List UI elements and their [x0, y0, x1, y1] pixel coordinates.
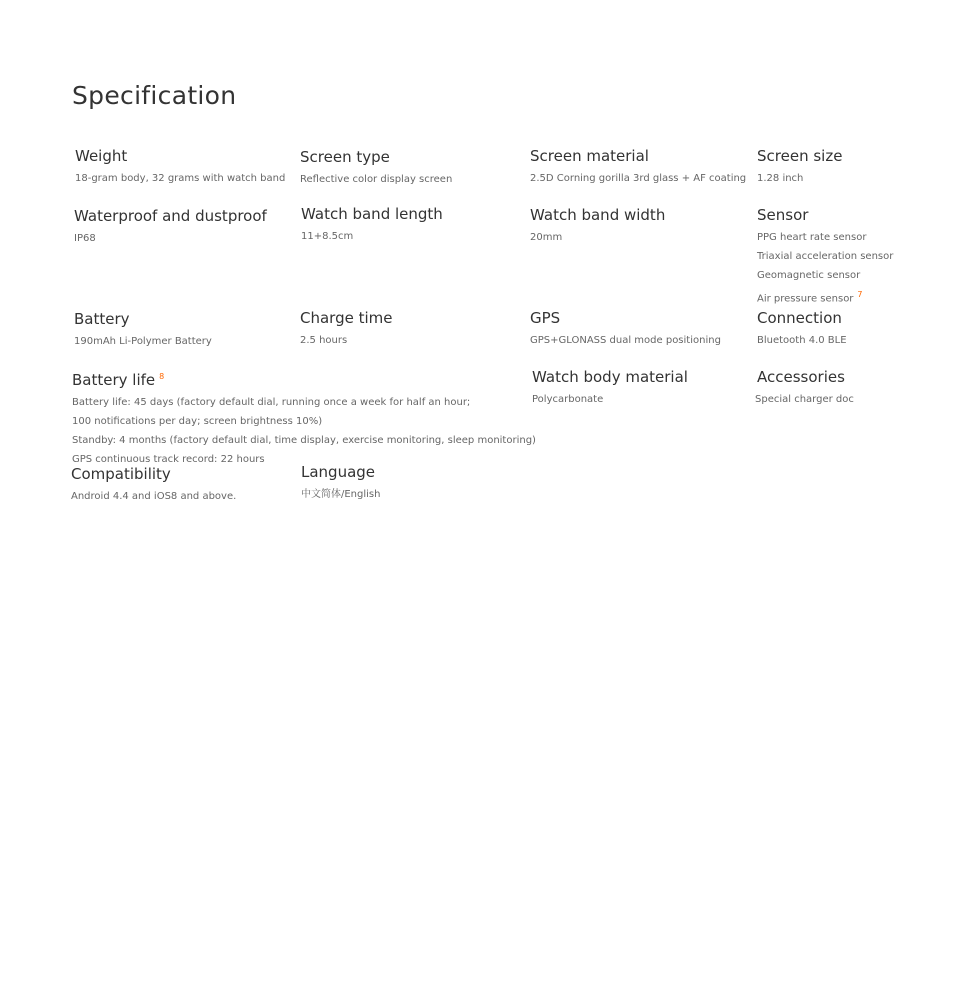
- spec-value: 11+8.5cm: [301, 231, 354, 242]
- spec-label: GPS: [530, 309, 561, 327]
- spec-value: Polycarbonate: [532, 394, 604, 405]
- spec-value: 中文简体/English: [301, 489, 381, 500]
- spec-screen-type: [300, 147, 452, 189]
- spec-compatibility: [71, 464, 236, 506]
- spec-label: Screen material: [530, 147, 649, 165]
- spec-value: GPS continuous track record: 22 hours: [72, 454, 265, 465]
- spec-label-with-footnote: [72, 367, 536, 390]
- spec-label: Language: [301, 463, 376, 481]
- spec-screen-size: [757, 146, 842, 188]
- spec-value: 20mm: [530, 232, 563, 243]
- spec-gps: [530, 308, 721, 350]
- spec-label: Waterproof and dustproof: [74, 207, 267, 225]
- spec-label: Battery life: [72, 371, 156, 389]
- spec-label: Watch band width: [530, 206, 666, 224]
- spec-label: Weight: [75, 147, 128, 165]
- spec-sensor: [757, 205, 893, 308]
- spec-label: Accessories: [757, 368, 845, 386]
- spec-language: [301, 462, 380, 504]
- spec-value: 1.28 inch: [757, 173, 804, 184]
- spec-value: Triaxial acceleration sensor: [757, 251, 894, 262]
- spec-body-material: [532, 367, 688, 409]
- spec-value: Air pressure sensor: [757, 293, 854, 305]
- spec-label: Sensor: [757, 206, 809, 224]
- spec-weight: [75, 146, 285, 188]
- spec-battery: [74, 309, 212, 351]
- spec-band-length: [301, 204, 443, 246]
- spec-label: Connection: [757, 309, 842, 327]
- page-title: Specification: [72, 81, 237, 110]
- footnote-marker[interactable]: 8: [159, 372, 165, 381]
- spec-label: Compatibility: [71, 465, 171, 483]
- spec-value: Android 4.4 and iOS8 and above.: [71, 491, 237, 502]
- spec-value: Battery life: 45 days (factory default dial, running once a week for half an hour;: [72, 397, 471, 408]
- spec-label: Screen type: [300, 148, 390, 166]
- spec-value: Bluetooth 4.0 BLE: [757, 335, 847, 346]
- spec-label: Screen size: [757, 147, 843, 165]
- spec-value: 2.5 hours: [300, 335, 348, 346]
- spec-label: Watch body material: [532, 368, 688, 386]
- spec-label: Battery: [74, 310, 130, 328]
- footnote-marker[interactable]: 7: [857, 290, 863, 299]
- spec-connection: [757, 308, 847, 350]
- spec-label: Charge time: [300, 309, 393, 327]
- spec-accessories: [757, 367, 854, 409]
- spec-value: GPS+GLONASS dual mode positioning: [530, 335, 721, 346]
- spec-value: Reflective color display screen: [300, 174, 453, 185]
- spec-value: Geomagnetic sensor: [757, 270, 861, 281]
- spec-value: 100 notifications per day; screen brightness 10%): [72, 416, 323, 427]
- spec-battery-life: [72, 367, 536, 469]
- spec-screen-material: [530, 146, 746, 188]
- spec-band-width: [530, 205, 665, 247]
- spec-value: 190mAh Li-Polymer Battery: [74, 336, 212, 347]
- spec-label: Watch band length: [301, 205, 443, 223]
- spec-charge-time: [300, 308, 392, 350]
- spec-value: PPG heart rate sensor: [757, 232, 867, 243]
- spec-value: Special charger doc: [755, 394, 854, 405]
- spec-waterproof: [74, 206, 267, 248]
- spec-value: 2.5D Corning gorilla 3rd glass + AF coating: [530, 173, 747, 184]
- spec-value: Standby: 4 months (factory default dial, time display, exercise monitoring, sleep monitoring): [72, 435, 536, 446]
- spec-value-with-footnote: [757, 285, 893, 308]
- spec-value: 18-gram body, 32 grams with watch band: [75, 173, 286, 184]
- spec-value: IP68: [74, 233, 96, 244]
